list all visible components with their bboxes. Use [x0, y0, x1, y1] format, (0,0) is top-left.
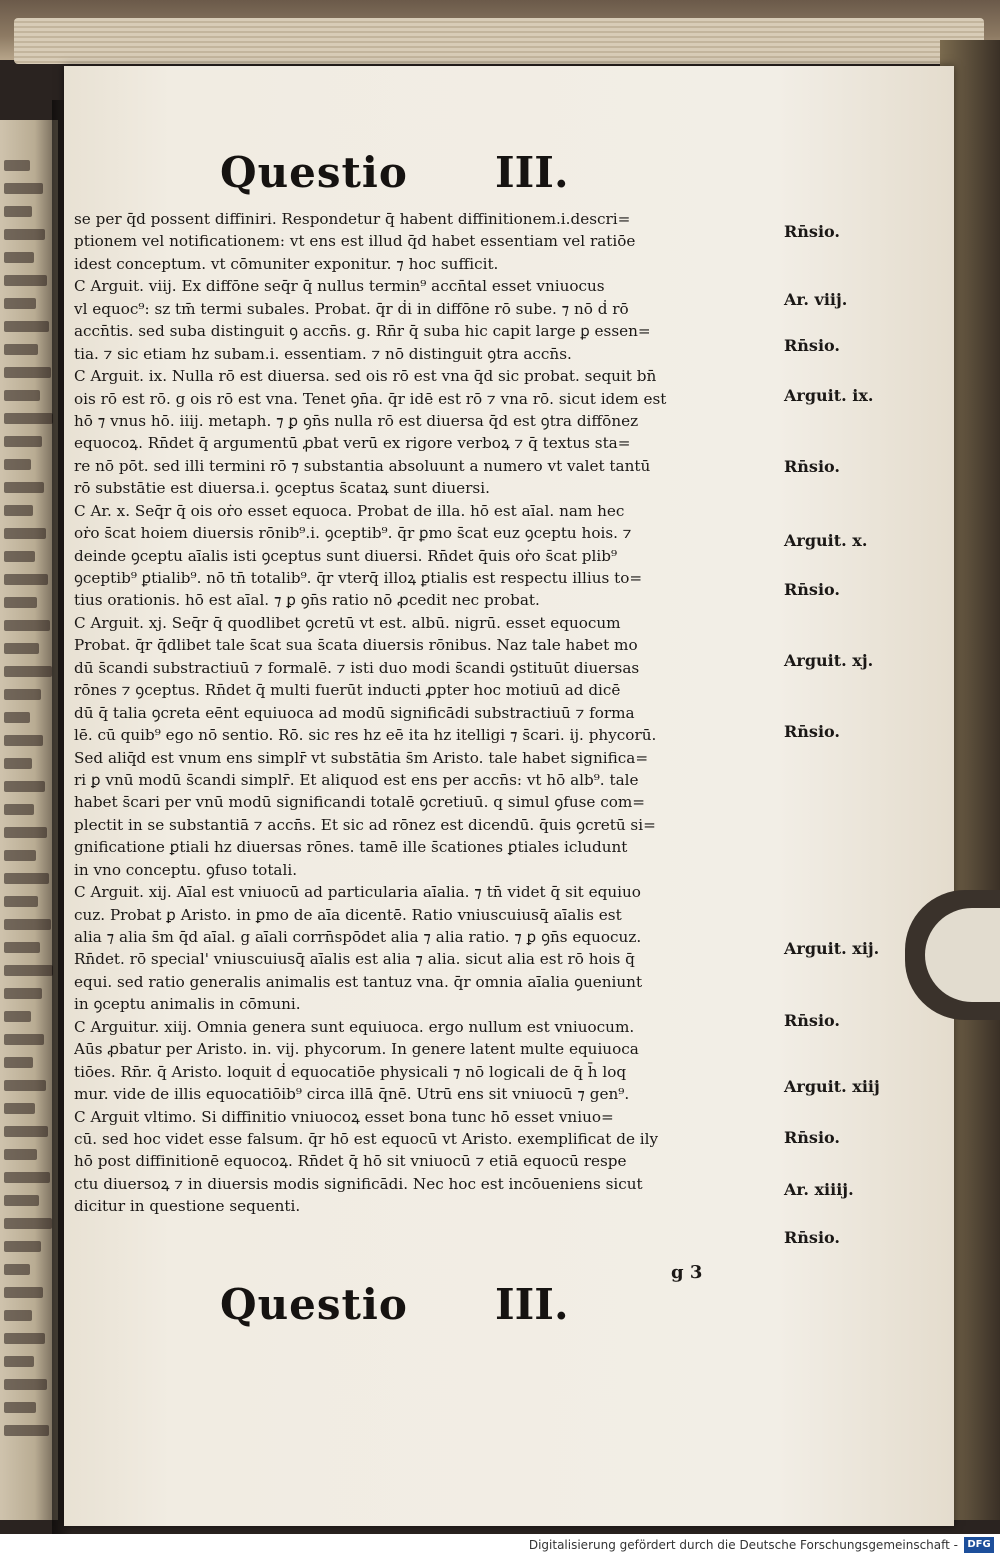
catchword-heading: [150, 1280, 750, 1350]
text-line: accn̄tis. sed suba distinguit ꝯ accn̄s. g. Rn̄r q̄ suba hic capit large ꝑ essen=: [74, 322, 651, 341]
text-line: ois rō est rō. g ois rō est vna. Tenet ꝯn̄a. q̄r idē est rō ⁊ vna rō. sicut idem est: [74, 389, 667, 408]
text-line: C Arguit. ix. Nulla rō est diuersa. sed ois rō est vna q̄d sic probat. sequit bn̄: [74, 367, 657, 386]
text-line: deinde ꝯceptu aīalis isti ꝯceptus sunt diuersi. Rn̄det q̄uis oṙo s̄cat plib⁹: [74, 546, 618, 565]
text-line: C Ar. x. Seq̄r q̄ ois oṙo esset equoca. Probat de illa. hō est aīal. nam hec: [74, 501, 625, 520]
facing-page-line: [4, 781, 45, 792]
facing-page-line: [4, 528, 46, 539]
margin-note: Rn̄sio.: [784, 1128, 840, 1147]
facing-page-line: [4, 804, 34, 815]
facing-page-line: [4, 551, 35, 562]
facing-page-line: [4, 505, 33, 516]
text-line: dū q̄ talia ꝯcreta eēnt equiuoca ad modū significādi substractiuū ⁊ forma: [74, 703, 635, 722]
text-line: dicitur in questione sequenti.: [74, 1197, 301, 1216]
facing-page-line: [4, 1195, 39, 1206]
text-line: mur. vide de illis equocatiōib⁹ circa illā q̄nē. Utrū ens sit vniuocū ⁊ gen⁹.: [74, 1085, 630, 1104]
text-line: ꝯceptib⁹ ꝑtialib⁹. nō tn̄ totalib⁹. q̄r vterq̄ illoꝝ ꝑtialis est respectu illius to=: [74, 569, 643, 587]
text-line: tia. ⁊ sic etiam hz subam.i. essentiam. ⁊ nō distinguit ꝯtra accn̄s.: [74, 344, 572, 363]
text-line: plectit in se substantiā ⁊ accn̄s. Et sic ad rōnez est dicendū. q̄uis ꝯcretū si=: [74, 815, 656, 834]
facing-page-line: [4, 482, 44, 493]
facing-page-line: [4, 643, 39, 654]
heading-number: III.: [495, 148, 569, 197]
margin-note: Rn̄sio.: [784, 580, 840, 599]
facing-page-line: [4, 850, 36, 861]
dfg-logo: DFG: [964, 1537, 994, 1553]
facing-page-line: [4, 827, 47, 838]
facing-page-line: [4, 1402, 36, 1413]
facing-page-line: [4, 597, 37, 608]
text-line: C Arguit. xj. Seq̄r q̄ quodlibet ꝯcretū vt est. albū. nigrū. esset equocum: [74, 613, 621, 632]
facing-page-line: [4, 1333, 45, 1344]
text-line: C Arguit. xij. Aīal est vniuocū ad particularia aīalia. ⁊ tn̄ videt q̄ sit equiuo: [74, 883, 641, 902]
facing-page-line: [4, 1218, 52, 1229]
text-line: ctu diuersoꝝ ⁊ in diuersis modis significādi. Nec hoc est incōueniens sicut: [74, 1174, 643, 1193]
text-line: equocoꝝ. Rn̄det q̄ argumentū ꝓbat verū ex rigore verboꝝ ⁊ q̄ textus sta=: [74, 434, 631, 453]
facing-page-line: [4, 1241, 41, 1252]
text-line: cū. sed hoc videt esse falsum. q̄r hō est equocū vt Aristo. exemplificat de ily: [74, 1129, 659, 1148]
text-line: hō post diffinitionē equocoꝝ. Rn̄det q̄ hō sit vniuocū ⁊ etiā equocū respe: [74, 1152, 627, 1171]
facing-page-line: [4, 758, 32, 769]
text-line: C Arguitur. xiij. Omnia genera sunt equiuoca. ergo nullum est vniuocum.: [74, 1017, 635, 1036]
margin-note: Arguit. x.: [784, 531, 868, 550]
body-text: [74, 208, 774, 1218]
facing-page-line: [4, 988, 42, 999]
facing-page-line: [4, 1310, 32, 1321]
text-line: Rn̄det. rō special' vniuscuiusq̄ aīalis est alia ⁊ alia. sicut alia est rō hois q̄: [74, 950, 635, 969]
facing-page-line: [4, 229, 45, 240]
footer-credit: Digitalisierung gefördert durch die Deutsche Forschungsgemeinschaft -: [528, 1538, 958, 1552]
text-line: cuz. Probat ꝑ Aristo. in ꝑmo de aīa dicentē. Ratio vniuscuiusq̄ aīalis est: [74, 905, 622, 924]
facing-page-line: [4, 1264, 30, 1275]
facing-page-line: [4, 689, 41, 700]
facing-page-line: [4, 1011, 31, 1022]
facing-page-line: [4, 1425, 49, 1436]
margin-note: Rn̄sio.: [784, 1011, 840, 1030]
facing-page-line: [4, 1149, 37, 1160]
text-line: dū s̄candi substractiuū ⁊ formalē. ⁊ isti duo modi s̄candi ꝯstituūt diuersas: [74, 658, 640, 677]
facing-page-line: [4, 413, 53, 424]
facing-page-line: [4, 1356, 34, 1367]
margin-note: Rn̄sio.: [784, 336, 840, 355]
facing-page-line: [4, 735, 43, 746]
text-line: ptionem vel notificationem: vt ens est illud q̄d habet essentiam vel ratiōe: [74, 232, 636, 251]
text-line: Aūs ꝓbatur per Aristo. in. vij. phycorum. In genere latent multe equiuoca: [74, 1040, 639, 1059]
facing-page-line: [4, 942, 40, 953]
margin-note: Rn̄sio.: [784, 1228, 840, 1247]
text-line: se per q̄d possent diffiniri. Respondetur q̄ habent diffinitionem.i.descri=: [74, 210, 631, 228]
facing-page-line: [4, 574, 48, 585]
facing-page-line: [4, 321, 49, 332]
facing-page-line: [4, 919, 51, 930]
facing-page-line: [4, 666, 52, 677]
margin-note: Ar. xiiij.: [784, 1180, 854, 1199]
margin-note: Rn̄sio.: [784, 722, 840, 741]
facing-page-line: [4, 896, 38, 907]
facing-page-line: [4, 436, 42, 447]
text-line: vl equoc⁹: sz tm̄ termi subales. Probat. q̄r ḋi in diffōne rō sube. ⁊ nō ḋ rō: [74, 299, 629, 318]
heading-word: Questio: [220, 148, 408, 197]
margin-note: Arguit. xj.: [784, 651, 874, 670]
margin-note: Rn̄sio.: [784, 457, 840, 476]
facing-page-line: [4, 206, 32, 217]
text-line: rō substātie est diuersa.i. ꝯceptus s̄cataꝝ sunt diuersi.: [74, 479, 490, 498]
facing-page-line: [4, 1057, 33, 1068]
catchword-number: III.: [495, 1280, 569, 1329]
facing-page-line: [4, 298, 36, 309]
facing-page-line: [4, 1080, 46, 1091]
facing-page-line: [4, 965, 53, 976]
text-line: re nō pōt. sed illi termini rō ⁊ substantia absoluunt a numero vt valet tantū: [74, 456, 651, 475]
text-line: Sed aliq̄d est vnum ens simplr̄ vt substātia s̄m Aristo. tale habet significa=: [74, 748, 649, 767]
facing-page-line: [4, 160, 30, 171]
text-line: equi. sed ratio generalis animalis est tantuz vna. q̄r omnia aīalia ꝯueniunt: [74, 972, 643, 991]
text-line: rōnes ⁊ ꝯceptus. Rn̄det q̄ multi fuerūt inducti ꝓpter hoc motiuū ad dicē: [74, 681, 621, 700]
text-line: tius orationis. hō est aīal. ⁊ ꝑ ꝯn̄s ratio nō ꝓcedit nec probat.: [74, 591, 540, 610]
text-line: lē. cū quib⁹ ego nō sentio. Rō. sic res hz eē ita hz itelligi ⁊ s̄cari. ij. phycorū.: [74, 726, 657, 745]
facing-page-line: [4, 1103, 35, 1114]
facing-page-line: [4, 275, 47, 286]
text-line: idest conceptum. vt cōmuniter exponitur. ⁊ hoc sufficit.: [74, 254, 499, 273]
text-line: oṙo s̄cat hoiem diuersis rōnib⁹.i. ꝯceptib⁹. q̄r ꝑmo s̄cat euz ꝯceptu hois. ⁊: [74, 524, 632, 543]
catchword-word: Questio: [220, 1280, 408, 1329]
text-line: Probat. q̄r q̄dlibet tale s̄cat sua s̄cata diuersis rōnibus. Naz tale habet mo: [74, 636, 638, 655]
facing-page-line: [4, 1172, 50, 1183]
text-line: gnificatione ꝑtiali hz diuersas rōnes. tamē ille s̄cationes ꝑtiales icludunt: [74, 838, 628, 857]
facing-page-line: [4, 1126, 48, 1137]
facing-page-line: [4, 252, 34, 263]
text-line: hō ⁊ vnus hō. iiij. metaph. ⁊ ꝑ ꝯn̄s nulla rō est diuersa q̄d est ꝯtra diffōnez: [74, 411, 639, 430]
facing-page-line: [4, 390, 40, 401]
text-line: tiōes. Rn̄r. q̄ Aristo. loquit ḋ equocatiōe physicali ⁊ nō logicali de q̄ h̄ loq: [74, 1062, 627, 1081]
text-line: in vno conceptu. ꝯfuso totali.: [74, 860, 298, 879]
facing-page-line: [4, 344, 38, 355]
text-line: in ꝯceptu animalis in cōmuni.: [74, 995, 301, 1014]
facing-page-line: [4, 620, 50, 631]
margin-note: Ar. viij.: [784, 290, 848, 309]
margin-note: Arguit. ix.: [784, 386, 874, 405]
facing-page-line: [4, 1287, 43, 1298]
page-stack-edge: [14, 18, 984, 64]
facing-page-line: [4, 367, 51, 378]
facing-page-line: [4, 1034, 44, 1045]
facing-page-line: [4, 873, 49, 884]
text-line: alia ⁊ alia s̄m q̄d aīal. g aīali corrn̄spōdet alia ⁊ alia ratio. ⁊ ꝑ ꝯn̄s equocuz.: [74, 928, 642, 946]
facing-page-line: [4, 1379, 47, 1390]
text-line: C Arguit. viij. Ex diffōne seq̄r q̄ nullus termin⁹ accn̄tal esset vniuocus: [74, 277, 605, 296]
digitization-footer: [0, 1534, 1000, 1557]
facing-page-line: [4, 459, 31, 470]
facing-page-line: [4, 183, 43, 194]
text-line: ri ꝑ vnū modū s̄candi simplr̄. Et aliquod est ens per accn̄s: vt hō alb⁹. tale: [74, 770, 639, 789]
margin-note: Arguit. xij.: [784, 939, 880, 958]
facing-page-fragment: [0, 120, 58, 1520]
margin-note: Arguit. xiij: [784, 1077, 880, 1096]
signature-mark: g 3: [671, 1262, 703, 1283]
margin-note: Rn̄sio.: [784, 222, 840, 241]
facing-page-line: [4, 712, 30, 723]
text-line: habet s̄cari per vnū modū significandi totalē ꝯcretiuū. q simul ꝯfuse com=: [74, 793, 646, 812]
text-line: C Arguit vltimo. Si diffinitio vniuocoꝝ esset bona tunc hō esset vniuo=: [74, 1107, 614, 1126]
